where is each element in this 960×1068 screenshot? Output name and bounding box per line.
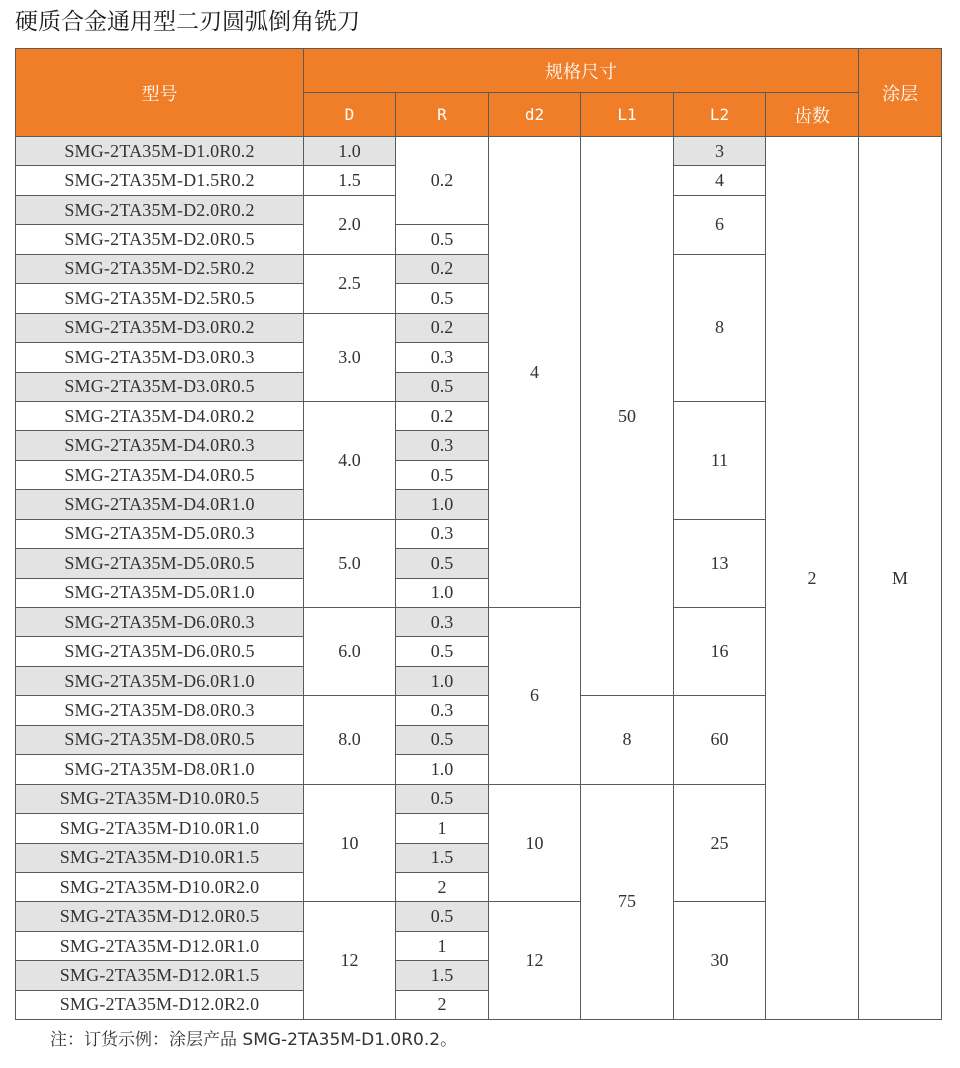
l2-cell: 13 (674, 519, 766, 607)
d-cell: 6.0 (304, 608, 396, 696)
r-cell: 1 (396, 931, 489, 960)
model-cell: SMG-2TA35M-D8.0R0.5 (16, 725, 304, 754)
l2-cell: 6 (674, 195, 766, 254)
r-cell: 0.3 (396, 343, 489, 372)
model-cell: SMG-2TA35M-D8.0R0.3 (16, 696, 304, 725)
model-cell: SMG-2TA35M-D4.0R1.0 (16, 490, 304, 519)
r-cell: 0.5 (396, 637, 489, 666)
d-cell: 2.0 (304, 195, 396, 254)
r-cell: 0.5 (396, 784, 489, 813)
d2-cell: 12 (489, 902, 581, 1020)
d2-cell: 10 (489, 784, 581, 902)
l2-cell: 3 (674, 137, 766, 166)
header-l1: L1 (581, 93, 674, 137)
r-cell: 0.5 (396, 902, 489, 931)
d2-cell: 4 (489, 137, 581, 608)
r-cell: 1.5 (396, 961, 489, 990)
header-spec-group: 规格尺寸 (304, 49, 859, 93)
model-cell: SMG-2TA35M-D4.0R0.2 (16, 401, 304, 430)
model-cell: SMG-2TA35M-D2.0R0.5 (16, 225, 304, 254)
model-cell: SMG-2TA35M-D4.0R0.5 (16, 460, 304, 489)
r-cell: 1 (396, 814, 489, 843)
r-cell: 0.2 (396, 137, 489, 225)
header-coating: 涂层 (859, 49, 942, 137)
r-cell: 2 (396, 990, 489, 1019)
r-cell: 0.3 (396, 608, 489, 637)
coating-cell: M (859, 137, 942, 1020)
d-cell: 12 (304, 902, 396, 1020)
l1-cell: 75 (581, 784, 674, 1020)
d-cell: 1.0 (304, 137, 396, 166)
r-cell: 0.5 (396, 460, 489, 489)
r-cell: 0.5 (396, 284, 489, 313)
model-cell: SMG-2TA35M-D5.0R1.0 (16, 578, 304, 607)
model-cell: SMG-2TA35M-D5.0R0.5 (16, 549, 304, 578)
model-cell: SMG-2TA35M-D6.0R1.0 (16, 666, 304, 695)
r-cell: 0.3 (396, 696, 489, 725)
header-teeth: 齿数 (766, 93, 859, 137)
model-cell: SMG-2TA35M-D5.0R0.3 (16, 519, 304, 548)
l2-cell: 11 (674, 401, 766, 519)
model-cell: SMG-2TA35M-D10.0R1.0 (16, 814, 304, 843)
d-cell: 8.0 (304, 696, 396, 784)
model-cell: SMG-2TA35M-D12.0R1.0 (16, 931, 304, 960)
r-cell: 1.5 (396, 843, 489, 872)
page-title: 硬质合金通用型二刃圆弧倒角铣刀 (15, 9, 360, 35)
header-d2: d2 (489, 93, 581, 137)
header-d: D (304, 93, 396, 137)
d-cell: 5.0 (304, 519, 396, 607)
model-cell: SMG-2TA35M-D6.0R0.3 (16, 608, 304, 637)
model-cell: SMG-2TA35M-D3.0R0.3 (16, 343, 304, 372)
model-cell: SMG-2TA35M-D10.0R2.0 (16, 872, 304, 901)
model-cell: SMG-2TA35M-D3.0R0.2 (16, 313, 304, 342)
model-cell: SMG-2TA35M-D12.0R0.5 (16, 902, 304, 931)
r-cell: 1.0 (396, 755, 489, 784)
model-cell: SMG-2TA35M-D1.5R0.2 (16, 166, 304, 195)
r-cell: 0.5 (396, 549, 489, 578)
header-l2: L2 (674, 93, 766, 137)
r-cell: 1.0 (396, 666, 489, 695)
model-cell: SMG-2TA35M-D10.0R0.5 (16, 784, 304, 813)
r-cell: 0.5 (396, 372, 489, 401)
l2-cell: 30 (674, 902, 766, 1020)
model-cell: SMG-2TA35M-D2.0R0.2 (16, 195, 304, 224)
model-cell: SMG-2TA35M-D12.0R2.0 (16, 990, 304, 1019)
model-cell: SMG-2TA35M-D6.0R0.5 (16, 637, 304, 666)
r-cell: 0.5 (396, 225, 489, 254)
order-note: 注：订货示例：涂层产品 SMG-2TA35M-D1.0R0.2。 (50, 1030, 458, 1050)
model-cell: SMG-2TA35M-D3.0R0.5 (16, 372, 304, 401)
d2-cell: 6 (489, 608, 581, 785)
r-cell: 0.5 (396, 725, 489, 754)
l1-cell: 60 (674, 696, 766, 784)
r-cell: 0.2 (396, 254, 489, 283)
l2-cell: 4 (674, 166, 766, 195)
r-cell: 0.2 (396, 401, 489, 430)
l1-cell: 50 (581, 137, 674, 696)
d-cell: 1.5 (304, 166, 396, 195)
d-cell: 3.0 (304, 313, 396, 401)
l2-cell: 25 (674, 784, 766, 902)
r-cell: 0.3 (396, 431, 489, 460)
model-cell: SMG-2TA35M-D10.0R1.5 (16, 843, 304, 872)
header-model: 型号 (16, 49, 304, 137)
r-cell: 1.0 (396, 490, 489, 519)
model-cell: SMG-2TA35M-D12.0R1.5 (16, 961, 304, 990)
header-r: R (396, 93, 489, 137)
model-cell: SMG-2TA35M-D2.5R0.2 (16, 254, 304, 283)
model-cell: SMG-2TA35M-D2.5R0.5 (16, 284, 304, 313)
spec-table (15, 48, 942, 1020)
r-cell: 0.3 (396, 519, 489, 548)
model-cell: SMG-2TA35M-D4.0R0.3 (16, 431, 304, 460)
d2-cell: 8 (581, 696, 674, 784)
r-cell: 0.2 (396, 313, 489, 342)
r-cell: 1.0 (396, 578, 489, 607)
model-cell: SMG-2TA35M-D1.0R0.2 (16, 137, 304, 166)
l2-cell: 8 (674, 254, 766, 401)
r-cell: 2 (396, 872, 489, 901)
d-cell: 2.5 (304, 254, 396, 313)
l2-cell: 16 (674, 608, 766, 696)
d-cell: 10 (304, 784, 396, 902)
d-cell: 4.0 (304, 401, 396, 519)
model-cell: SMG-2TA35M-D8.0R1.0 (16, 755, 304, 784)
teeth-cell: 2 (766, 137, 859, 1020)
